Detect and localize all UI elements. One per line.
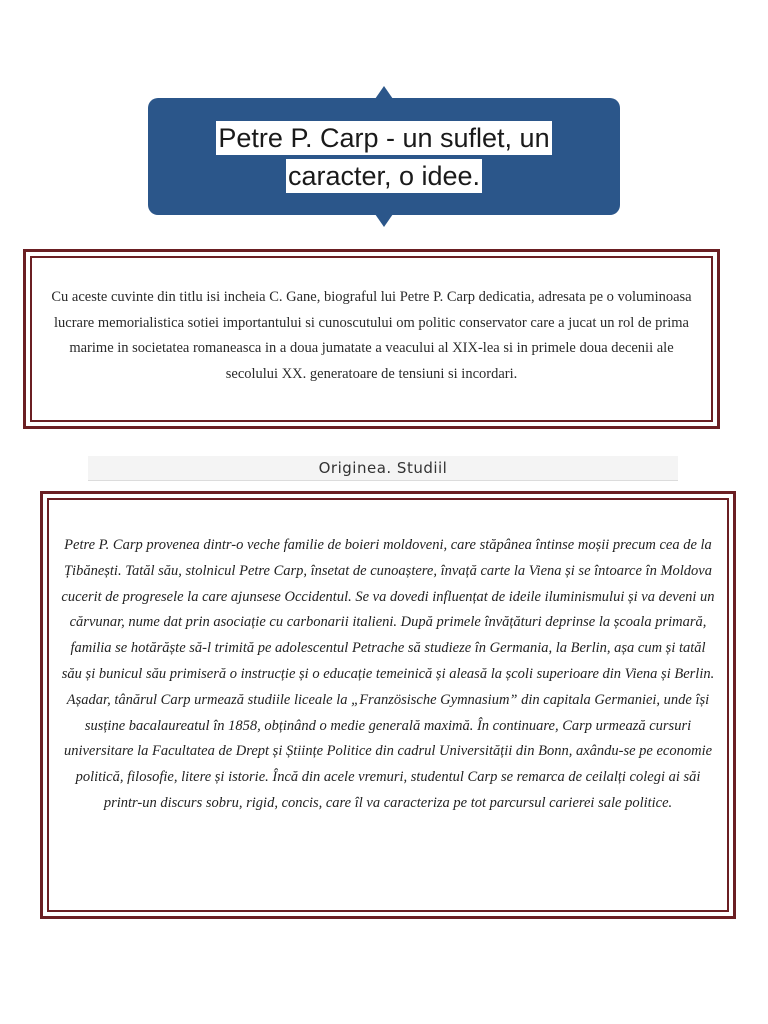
title-line-1: Petre P. Carp - un suflet, un	[218, 122, 550, 153]
section-heading: Originea. Studiil	[318, 459, 448, 477]
title-box-bottom-notch	[375, 214, 393, 227]
page-title	[148, 98, 620, 215]
section-heading-bar	[88, 456, 678, 481]
title-line-2: caracter, o idee.	[287, 160, 481, 191]
intro-paragraph: Cu aceste cuvinte din titlu isi incheia C. Gane, biograful lui Petre P. Carp dedicatia, adresata pe o voluminoasa lucrare memorialistica sotiei importantului si cunoscutului om politic conservator care a jucat un rol de prima marime in societatea romaneasca in a doua jumatate a veacului al XIX-lea si in primele doua decenii ale secolului XX. generatoare de tensiuni si incordari.	[51, 289, 692, 382]
body-paragraph: Petre P. Carp provenea dintr-o veche familie de boieri moldoveni, care stăpânea întinse moșii precum cea de la Țibănești. Tatăl său, stolnicul Petre Carp, însetat de cunoaștere, învață carte la Viena și se întoarce în Moldova cucerit de progresele la care ajunsese Occidentul. Se va dovedi influențat de ideile iluminismului și va deveni un cărvunar, nume dat prin asociație cu carbonarii italieni. După primele învățături deprinse la școala primară, familia se hotărăște să-l trimită pe adolescentul Petrache să studieze în Germania, la Berlin, așa cum și tatăl său și bunicul său primiseră o instrucție și o educație temeinică și aleasă la școli superioare din Viena și Berlin. Așadar, tânărul Carp urmează studiile liceale la „Französische Gymnasium” din capitala Germaniei, unde își susține bacalaureatul în 1858, obținând o medie generală maximă. În continuare, Carp urmează cursuri universitare la Facultatea de Drept și Științe Politice din cadrul Universității din Bonn, axându-se pe economie politică, filosofie, litere și istorie. Încă din acele vremuri, studentul Carp se remarca de ceilalți colegi ai săi printr-un discurs sobru, rigid, concis, care îl va caracteriza pe tot parcursul carierei sale politice.	[61, 537, 715, 811]
